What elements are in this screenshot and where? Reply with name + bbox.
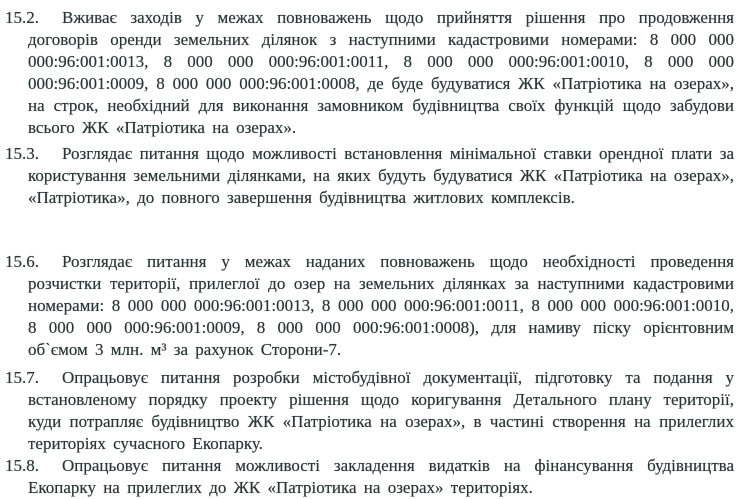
document-body <box>5 7 734 497</box>
paragraph-15-7 <box>5 367 734 455</box>
paragraph-15-8 <box>5 455 734 499</box>
paragraph-15-3 <box>5 143 734 209</box>
paragraph-number: 15.3. <box>5 144 39 163</box>
paragraph-number: 15.7. <box>5 368 39 387</box>
paragraph-number: 15.8. <box>5 456 39 475</box>
paragraph-number: 15.6. <box>5 252 39 271</box>
paragraph-text: Вживає заходів у межах повноважень щодо прийняття рішення про продовження договорів оренди земельних ділянок з наступними кадастровими номерами: 8 000 000 000:96:001:0013, 8 000 000 000:96:001:0011, 8 000 000 000:96:001:0010, 8 000 000 000:96:001:0009, 8 000 000 000:96:001:0008, де буде будуватися ЖК «Патріотика на озерах», на строк, необхідний для виконання замовником будівництва своїх функцій щодо забудови всього ЖК «Патріотика на озерах». <box>28 8 734 137</box>
paragraph-text: Розглядає питання щодо можливості встановлення мінімальної ставки орендної плати за користування земельними ділянками, на яких будуть будуватися ЖК «Патріотика на озерах», «Патріотика», до повного завершення будівництва житлових комплексів. <box>28 144 734 207</box>
paragraph-text: Розглядає питання у межах наданих повноважень щодо необхідності проведення розчистки території, прилеглої до озер на земельних ділянках за наступними кадастровими номерами: 8 000 000 000:96:001:0013, 8 000 000 000:96:001:0011, 8 000 000 000:96:001:0010, 8 000 000 000:96:001:0009, 8 000 000 000:96:001:0008), для намиву піску орієнтовним об`ємом 3 млн. м³ за рахунок Сторони-7. <box>28 252 734 359</box>
paragraph-text: Опрацьовує питання розробки містобудівної документації, підготовку та подання у встановленому порядку проекту рішення щодо коригування Детального плану території, куди потрапляє будівництво ЖК «Патріотика на озерах», в частині створення на прилеглих територіях сучасного Екопарку. <box>28 368 734 453</box>
paragraph-15-2 <box>5 7 734 139</box>
paragraph-15-6 <box>5 251 734 361</box>
paragraph-text: Опрацьовує питання можливості закладення видатків на фінансування будівництва Екопарку на прилеглих до ЖК «Патріотика на озерах» територіях. <box>28 456 734 497</box>
paragraph-number: 15.2. <box>5 8 39 27</box>
